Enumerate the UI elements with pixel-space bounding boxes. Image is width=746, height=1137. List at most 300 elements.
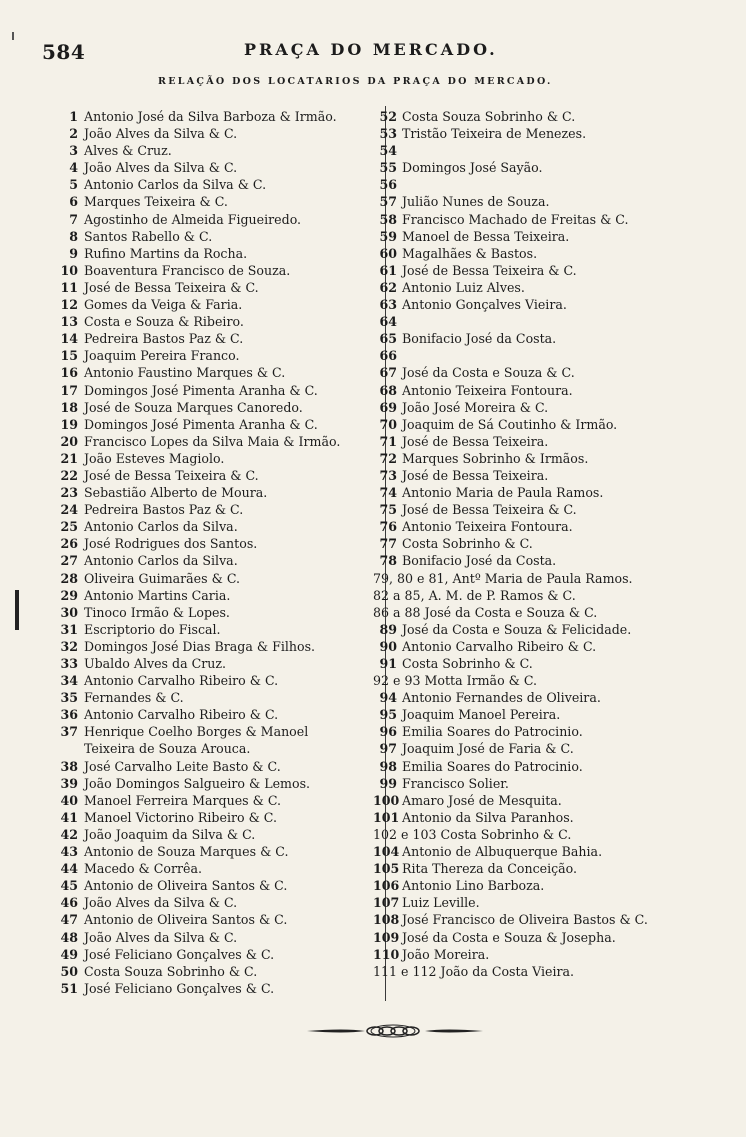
entry-row [373,416,713,433]
entry-name: Gomes da Veiga & Faria. [84,297,243,313]
entry-number: 77 [379,536,397,552]
corner-mark [12,32,14,40]
entry-row [373,313,713,330]
entry-name: Antonio Maria de Paula Ramos. [402,485,604,501]
right-column-list [373,108,713,980]
entry-name: Costa e Souza & Ribeiro. [84,314,244,330]
entry-number: 73 [379,467,397,483]
entry-number: 45 [60,878,78,894]
entry-number: 97 [379,741,397,757]
entry-number: 46 [60,895,78,911]
entry-name: José Carvalho Leite Basto & C. [84,758,281,774]
entry-name: Antonio Carlos da Silva & C. [84,177,267,193]
entry-row [52,621,364,638]
entry-name: Magalhães & Bastos. [402,245,538,261]
entry-number: 34 [60,673,78,689]
entry-name: Tristão Teixeira de Menezes. [402,126,587,142]
entry-name: José Feliciano Gonçalves & C. [84,980,275,996]
entry-number: 107 [373,895,400,911]
entry-number: 33 [60,656,78,671]
entry-number: 32 [60,638,78,654]
entry-row [52,689,364,706]
entry-row [52,723,364,757]
entry-row [52,262,364,279]
entry-name: Francisco Lopes da Silva Maia & Irmão. [84,433,341,449]
entry-number: 9 [69,245,78,261]
entry-number: 5 [69,177,78,193]
entry-number: 54 [379,143,397,159]
entry-number: 16 [60,365,78,381]
entry-number: 36 [60,707,78,723]
entry-number: 57 [379,194,397,210]
entry-name: Pedreira Bastos Paz & C. [84,331,244,347]
entry-row [373,929,713,946]
entry-name: João Alves da Silva & C. [84,895,238,911]
entry-number: 58 [379,211,397,227]
entry-number: 27 [60,553,78,569]
entry-name: Costa Souza Sobrinho & C. [84,963,258,979]
page-title: PRAÇA DO MERCADO. [244,40,498,59]
entry-number: 65 [379,331,397,347]
entry-row [52,980,364,997]
entry-number: 17 [60,382,78,398]
entry-name: José de Bessa Teixeira & C. [84,467,259,483]
entry-number: 25 [60,519,78,535]
entry-name: 92 e 93 Motta Irmão & C. [373,673,538,689]
entry-row [373,826,713,843]
entry-number: 89 [379,621,397,637]
entry-name: Antonio Carlos da Silva. [84,553,238,569]
entry-row [52,877,364,894]
entry-name: Antonio Teixeira Fontoura. [402,382,573,398]
entry-number: 101 [373,809,400,825]
entry-number: 40 [60,792,78,808]
entry-number: 21 [60,450,78,466]
entry-number: 94 [379,690,397,706]
entry-row [52,911,364,928]
entry-name: Amaro José de Mesquita. [402,792,562,808]
entry-name: João Moreira. [402,946,490,962]
entry-row [52,706,364,723]
entry-name: Escriptorio do Fiscal. [84,621,221,637]
entry-name: 79, 80 e 81, Antº Maria de Paula Ramos. [373,570,633,586]
entry-name: Domingos José Dias Braga & Filhos. [84,638,316,654]
entry-name: 86 a 88 José da Costa e Souza & C. [373,604,598,620]
entry-number: 31 [60,621,78,637]
entry-name: Santos Rabello & C. [84,228,213,244]
entry-name: Luiz Leville. [402,895,480,911]
entry-name: José da Costa e Souza & Felicidade. [402,621,632,637]
entry-row [373,484,713,501]
entry-row [373,587,713,604]
entry-number: 43 [60,844,78,860]
entry-number: 100 [373,792,400,808]
entry-row [373,228,713,245]
entry-number: 24 [60,502,78,518]
entry-name: Manoel Victorino Ribeiro & C. [84,809,277,825]
entry-number: 99 [379,775,397,791]
entry-row [373,604,713,621]
entry-row [52,125,364,142]
entry-number: 49 [60,946,78,962]
entry-row [52,894,364,911]
entry-row [52,672,364,689]
entry-name: Antonio de Albuquerque Bahia. [402,844,603,860]
entry-row [373,963,713,980]
entry-name: Costa Sobrinho & C. [402,656,533,671]
entry-row [52,399,364,416]
entry-number: 8 [69,228,78,244]
entry-name: Manoel de Bessa Teixeira. [402,228,570,244]
entry-number: 106 [373,878,400,894]
entry-name: Antonio José da Silva Barboza & Irmão. [84,109,337,124]
entry-row [52,193,364,210]
entry-number: 50 [60,963,78,979]
entry-row [373,775,713,792]
entry-name: José da Costa e Souza & C. [402,365,575,381]
entry-name: Joaquim de Sá Coutinho & Irmão. [402,416,618,432]
entry-row [52,364,364,381]
entry-row [52,843,364,860]
entry-row [52,159,364,176]
entry-row [373,672,713,689]
entry-number: 64 [379,314,397,330]
entry-row [52,518,364,535]
entry-name: José de Bessa Teixeira. [402,467,549,483]
entry-row [373,894,713,911]
entry-row [373,501,713,518]
entry-number: 96 [379,724,397,740]
entry-row [373,911,713,928]
entry-name: Antonio Faustino Marques & C. [84,365,286,381]
entry-number: 39 [60,775,78,791]
entry-name: Marques Sobrinho & Irmãos. [402,450,589,466]
entry-name: 102 e 103 Costa Sobrinho & C. [373,826,572,842]
entry-name: João José Moreira & C. [402,399,549,415]
entry-name: José de Bessa Teixeira & C. [402,262,577,278]
entry-row [52,296,364,313]
entry-number: 19 [60,416,78,432]
entry-number: 60 [379,245,397,261]
entry-number: 67 [379,365,397,381]
entry-row [373,399,713,416]
entry-number: 108 [373,912,400,928]
entry-row [373,758,713,775]
entry-number: 10 [60,262,78,278]
entry-number: 38 [60,758,78,774]
entry-row [373,159,713,176]
entry-row [373,450,713,467]
entry-row [373,347,713,364]
entry-name: Antonio Carlos da Silva. [84,519,238,535]
entry-number: 26 [60,536,78,552]
entry-number: 37 [60,724,78,740]
entry-number: 70 [379,416,397,432]
entry-number: 62 [379,279,397,295]
entry-number: 1 [69,109,78,124]
entry-number: 29 [60,587,78,603]
entry-number: 14 [60,331,78,347]
entry-name: José da Costa e Souza & Josepha. [402,929,616,945]
entry-row [373,382,713,399]
entry-number: 71 [379,433,397,449]
entry-number: 41 [60,809,78,825]
entry-number: 53 [379,126,397,142]
entry-row [52,228,364,245]
entry-number: 110 [373,946,400,962]
entry-number: 69 [379,399,397,415]
entry-row [373,535,713,552]
entry-name: Antonio Teixeira Fontoura. [402,519,573,535]
entry-row [52,416,364,433]
entry-number: 23 [60,485,78,501]
entry-number: 3 [69,143,78,159]
entry-row [52,826,364,843]
entry-name: José Feliciano Gonçalves & C. [84,946,275,962]
entry-row [373,142,713,159]
entry-row [52,211,364,228]
entry-number: 90 [379,638,397,654]
entry-name: José de Bessa Teixeira. [402,433,549,449]
entry-row [373,860,713,877]
entry-row [52,501,364,518]
entry-row [373,125,713,142]
entry-row [52,792,364,809]
entry-name: Antonio de Oliveira Santos & C. [84,912,288,928]
entry-row [373,279,713,296]
entry-number: 18 [60,399,78,415]
entry-row [373,723,713,740]
entry-row [373,706,713,723]
entry-name: Costa Souza Sobrinho & C. [402,109,576,124]
entry-row [52,552,364,569]
entry-row [52,142,364,159]
entry-number: 68 [379,382,397,398]
entry-number: 4 [69,160,78,176]
entry-row [52,604,364,621]
entry-name: Joaquim Manoel Pereira. [402,707,561,723]
entry-row [52,108,364,125]
entry-row [52,467,364,484]
entry-name: Bonifacio José da Costa. [402,331,557,347]
entry-number: 12 [60,297,78,313]
entry-number: 55 [379,160,397,176]
entry-name: José de Bessa Teixeira & C. [402,502,577,518]
entry-name: Antonio de Oliveira Santos & C. [84,878,288,894]
entry-name: João Alves da Silva & C. [84,160,238,176]
entry-row [373,518,713,535]
entry-name: Domingos José Pimenta Aranha & C. [84,416,318,432]
entry-number: 20 [60,433,78,449]
entry-row [52,535,364,552]
entry-name: Joaquim Pereira Franco. [84,348,240,364]
entry-number: 74 [379,485,397,501]
entry-number: 56 [379,177,397,193]
entry-row [373,843,713,860]
entry-row [373,296,713,313]
entry-row [52,929,364,946]
entry-row [373,570,713,587]
entry-name: João Alves da Silva & C. [84,929,238,945]
entry-number: 109 [373,929,400,945]
entry-row [373,330,713,347]
entry-name: Antonio Luiz Alves. [402,279,525,295]
entry-name: Domingos José Sayão. [402,160,543,176]
entry-name: Rita Thereza da Conceição. [402,861,578,877]
entry-row [373,946,713,963]
entry-name: Rufino Martins da Rocha. [84,245,248,261]
entry-name: Marques Teixeira & C. [84,194,228,210]
entry-name: Fernandes & C. [84,690,184,706]
entry-number: 51 [60,980,78,996]
entry-number: 75 [379,502,397,518]
page-number: 584 [42,40,86,64]
entry-row [373,467,713,484]
entry-row [373,433,713,450]
entry-name: José Francisco de Oliveira Bastos & C. [402,912,648,928]
entry-name: Oliveira Guimarães & C. [84,570,241,586]
entry-row [373,262,713,279]
entry-row [373,193,713,210]
entry-number: 61 [379,262,397,278]
entry-name: Bonifacio José da Costa. [402,553,557,569]
entry-name: Joaquim José de Faria & C. [402,741,574,757]
entry-name: Macedo & Corrêa. [84,861,202,877]
entry-name: Antonio Martins Caria. [84,587,231,603]
entry-number: 72 [379,450,397,466]
entry-number: 52 [379,109,397,124]
entry-name: Tinoco Irmão & Lopes. [84,604,230,620]
entry-name: Ubaldo Alves da Cruz. [84,656,226,671]
entry-name: Francisco Solier. [402,775,509,791]
entry-row [52,946,364,963]
entry-row [52,382,364,399]
entry-number: 2 [69,126,78,142]
entry-row [52,347,364,364]
entry-number: 63 [379,297,397,313]
entry-name: Antonio Lino Barboza. [402,878,545,894]
entry-number: 22 [60,467,78,483]
entry-row [52,809,364,826]
entry-number: 59 [379,228,397,244]
entry-name: Domingos José Pimenta Aranha & C. [84,382,318,398]
entry-number: 35 [60,690,78,706]
entry-name: José Rodrigues dos Santos. [84,536,258,552]
entry-row [52,330,364,347]
entry-row [52,313,364,330]
left-column-list [52,108,364,997]
entry-number: 15 [60,348,78,364]
entry-row [52,450,364,467]
entry-row [373,621,713,638]
entry-name: Sebastião Alberto de Moura. [84,485,268,501]
entry-name: José de Souza Marques Canoredo. [84,399,303,415]
entry-name: Manoel Ferreira Marques & C. [84,792,282,808]
entry-number: 28 [60,570,78,586]
entry-name: Antonio de Souza Marques & C. [84,844,289,860]
entry-row [373,211,713,228]
entry-number: 44 [60,861,78,877]
entry-row [52,433,364,450]
ornament-divider-icon [305,1020,485,1042]
entry-number: 48 [60,929,78,945]
entry-row [373,245,713,262]
entry-row [373,877,713,894]
entry-name: Pedreira Bastos Paz & C. [84,502,244,518]
entry-name: João Alves da Silva & C. [84,126,238,142]
entry-row [373,740,713,757]
entry-name: 82 a 85, A. M. de P. Ramos & C. [373,587,576,603]
entry-row [52,587,364,604]
entry-row [373,655,713,672]
entry-number: 11 [60,279,78,295]
entry-name: João Domingos Salgueiro & Lemos. [84,775,311,791]
entry-number: 95 [379,707,397,723]
entry-row [52,484,364,501]
entry-number: 98 [379,758,397,774]
entry-number: 78 [379,553,397,569]
entry-name: José de Bessa Teixeira & C. [84,279,259,295]
entry-number: 42 [60,826,78,842]
entry-row [373,364,713,381]
entry-number: 47 [60,912,78,928]
entry-row [52,176,364,193]
entry-number: 66 [379,348,397,364]
entry-name: Francisco Machado de Freitas & C. [402,211,629,227]
entry-name: Antonio Carvalho Ribeiro & C. [84,707,279,723]
entry-name: Antonio Carvalho Ribeiro & C. [402,638,597,654]
entry-name: Agostinho de Almeida Figueiredo. [84,211,302,227]
entry-number: 7 [69,211,78,227]
entry-name: Emilia Soares do Patrocinio. [402,758,583,774]
entry-row [373,809,713,826]
entry-name: João Esteves Magiolo. [84,450,225,466]
entry-row [52,775,364,792]
entry-row [373,108,713,125]
entry-name: Henrique Coelho Borges & Manoel Teixeira de Souza Arouca. [84,724,309,757]
entry-number: 13 [60,314,78,330]
entry-name: Emilia Soares do Patrocinio. [402,724,583,740]
entry-row [373,689,713,706]
entry-number: 104 [373,844,400,860]
entry-number: 30 [60,604,78,620]
entry-name: Antonio Carvalho Ribeiro & C. [84,673,279,689]
entry-name: 111 e 112 João da Costa Vieira. [373,963,575,979]
entry-row [52,963,364,980]
entry-number: 91 [379,656,397,671]
entry-row [373,176,713,193]
entry-number: 76 [379,519,397,535]
entry-name: João Joaquim da Silva & C. [84,826,256,842]
entry-row [52,570,364,587]
entry-name: Antonio Fernandes de Oliveira. [402,690,601,706]
page-subtitle: RELAÇÃO DOS LOCATARIOS DA PRAÇA DO MERCADO. [158,76,553,87]
entry-name: Antonio Gonçalves Vieira. [402,297,567,313]
entry-number: 105 [373,861,400,877]
entry-row [52,279,364,296]
entry-name: Antonio da Silva Paranhos. [402,809,574,825]
entry-number: 6 [69,194,78,210]
entry-row [52,638,364,655]
entry-row [52,860,364,877]
entry-name: Boaventura Francisco de Souza. [84,262,291,278]
entry-row [52,655,364,672]
entry-row [373,638,713,655]
entry-row [373,552,713,569]
entry-name: Alves & Cruz. [84,143,172,159]
entry-row [373,792,713,809]
entry-name: Costa Sobrinho & C. [402,536,533,552]
